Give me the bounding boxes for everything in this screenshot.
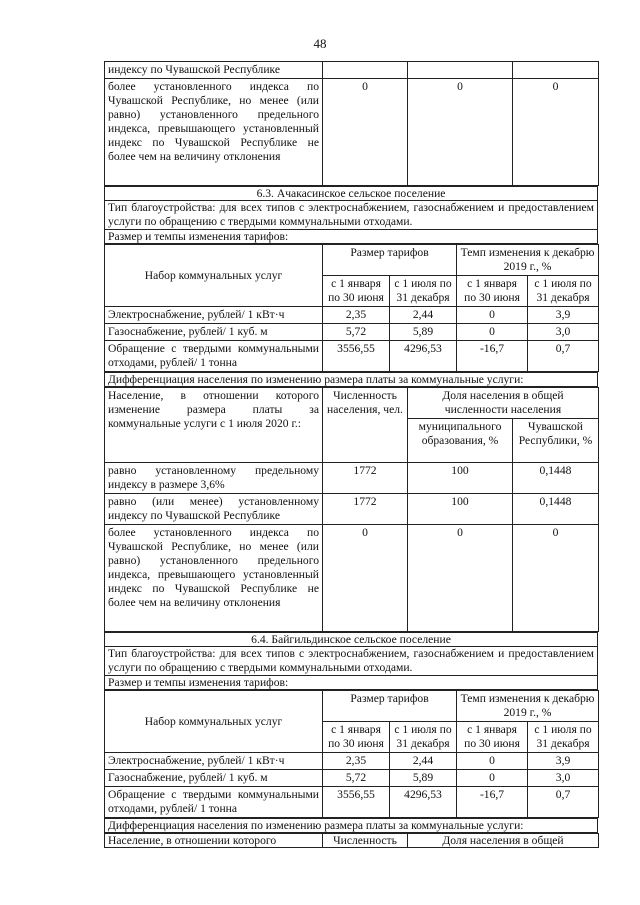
diff-heading-bar <box>104 818 598 833</box>
pop-col-count: Численность <box>323 834 408 848</box>
pop-col-share: Доля населения в общей <box>408 834 599 848</box>
tariff-table <box>104 690 599 818</box>
pop-row-label: более установленного индекса по Чувашской Республике, но менее (или равно) установленного предельного индекса, превышающего установленный индекс по Чувашской Республике не более чем на величину отклонения <box>105 79 323 186</box>
tariff-col-period: с 1 января по 30 июня <box>323 276 390 307</box>
tariff-row: Электроснабжение, рублей/ 1 кВт·ч 2,35 2,44 0 3,9 <box>105 753 599 770</box>
improvement-type: Тип благоустройства: для всех типов с электроснабжением, газоснабжением и предоставлением услуги по обращению с твердыми коммунальными отходами. <box>105 201 598 230</box>
pop-row: равно установленному предельному индексу в размере 3,6% 1772 100 0,1448 <box>105 463 599 494</box>
pop-row: равно (или менее) установленному индексу по Чувашской Республике 1772 100 0,1448 <box>105 494 599 525</box>
tariff-row: Электроснабжение, рублей/ 1 кВт·ч 2,35 2,44 0 3,9 <box>105 307 599 324</box>
pop-col-count: Численность населения, чел. <box>323 388 408 463</box>
section-6-4-header <box>104 632 598 690</box>
section-heading: 6.3. Ачакасинское сельское поселение <box>105 187 598 201</box>
pop-row-label: индексу по Чувашской Республике <box>105 62 323 79</box>
population-table-partial <box>104 833 599 848</box>
tariff-col-period: с 1 июля по 31 декабря <box>528 276 599 307</box>
page-number: 48 <box>313 36 327 51</box>
section-6-3-header <box>104 186 598 244</box>
document-body <box>104 61 598 848</box>
tariff-col-rate: Темп изменения к декабрю 2019 г., % <box>457 691 599 722</box>
pop-col-population: Население, в отношении которого изменение размера платы за коммунальные услуги с 1 июля 2020 г.: <box>105 388 323 463</box>
tariff-col-services: Набор коммунальных услуг <box>105 245 323 307</box>
tariff-row: Обращение с твердыми коммунальными отходами, рублей/ 1 тонна 3556,55 4296,53 -16,7 0,7 <box>105 341 599 372</box>
tariff-col-period: с 1 июля по 31 декабря <box>528 722 599 753</box>
diff-heading: Дифференциация населения по изменению размера платы за коммунальные услуги: <box>105 819 598 833</box>
tariff-col-period: с 1 июля по 31 декабря <box>390 276 457 307</box>
pop-col-rep: Чувашской Республики, % <box>513 419 599 463</box>
tariff-heading: Размер и темпы изменения тарифов: <box>105 676 598 690</box>
pop-count: 0 <box>323 79 408 186</box>
tariff-heading: Размер и темпы изменения тарифов: <box>105 230 598 244</box>
diff-heading-bar <box>104 372 598 387</box>
tariff-col-period: с 1 января по 30 июня <box>457 276 528 307</box>
tariff-row: Газоснабжение, рублей/ 1 куб. м 5,72 5,89 0 3,0 <box>105 770 599 787</box>
section-heading: 6.4. Байгильдинское сельское поселение <box>105 633 598 647</box>
pop-col-share: Доля населения в общей численности населения <box>408 388 599 419</box>
pop-share-rep: 0 <box>513 79 599 186</box>
tariff-col-size: Размер тарифов <box>323 691 457 722</box>
pop-col-population: Население, в отношении которого <box>105 834 323 848</box>
tariff-col-period: с 1 июля по 31 декабря <box>390 722 457 753</box>
improvement-type: Тип благоустройства: для всех типов с электроснабжением, газоснабжением и предоставлением услуги по обращению с твердыми коммунальными отходами. <box>105 647 598 676</box>
tariff-row: Обращение с твердыми коммунальными отходами, рублей/ 1 тонна 3556,55 4296,53 -16,7 0,7 <box>105 787 599 818</box>
pop-share-mun: 0 <box>408 79 513 186</box>
pop-row: более установленного индекса по Чувашской Республике, но менее (или равно) установленного предельного индекса, превышающего установленный индекс по Чувашской Республике не более чем на величину отклонения 0 0 0 <box>105 525 599 632</box>
tariff-col-services: Набор коммунальных услуг <box>105 691 323 753</box>
diff-heading: Дифференциация населения по изменению размера платы за коммунальные услуги: <box>105 373 598 387</box>
population-table <box>104 387 599 632</box>
tariff-table <box>104 244 599 372</box>
tariff-row: Газоснабжение, рублей/ 1 куб. м 5,72 5,89 0 3,0 <box>105 324 599 341</box>
tariff-col-period: с 1 января по 30 июня <box>323 722 390 753</box>
tariff-col-size: Размер тарифов <box>323 245 457 276</box>
pop-col-mun: муниципального образования, % <box>408 419 513 463</box>
population-table-continued <box>104 61 599 186</box>
tariff-col-rate: Темп изменения к декабрю 2019 г., % <box>457 245 599 276</box>
tariff-col-period: с 1 января по 30 июня <box>457 722 528 753</box>
